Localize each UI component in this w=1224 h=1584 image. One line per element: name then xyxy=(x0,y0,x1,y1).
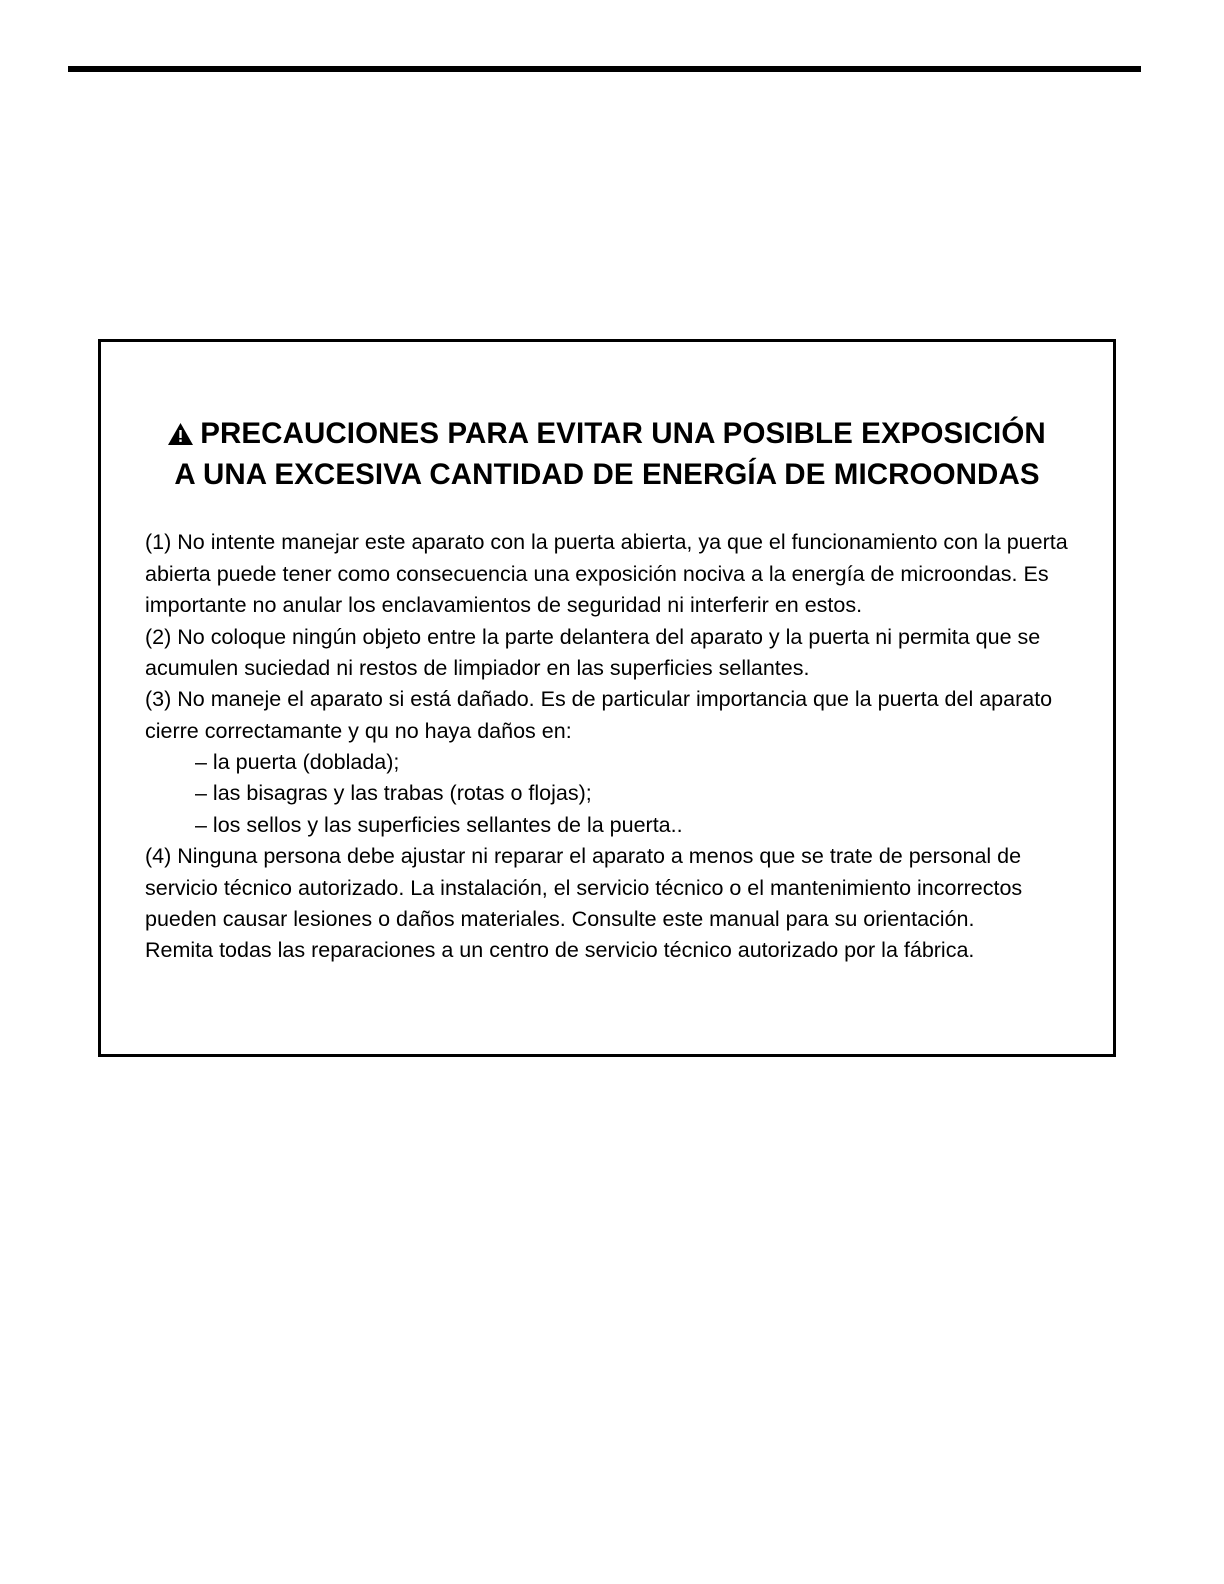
warning-heading-text-1: PRECAUCIONES PARA EVITAR UNA POSIBLE EXPOSICIÓN xyxy=(200,417,1046,450)
warning-triangle-icon xyxy=(168,416,193,455)
warning-box xyxy=(98,339,1116,1057)
warning-box-content xyxy=(101,342,1113,967)
warning-body xyxy=(145,527,1069,966)
warning-bullet-1: – la puerta (doblada); xyxy=(195,750,400,775)
warning-paragraph-2: (2) No coloque ningún objeto entre la parte delantera del aparato y la puerta ni permita que se acumulen suciedad ni restos de limpiador en las superficies sellantes. xyxy=(145,624,1041,680)
warning-paragraph-3: (3) No maneje el aparato si está dañado. Es de particular importancia que la puerta del aparato cierre correctamante y qu no haya daños en: xyxy=(145,687,1053,743)
warning-bullet-3: – los sellos y las superficies sellantes de la puerta.. xyxy=(195,812,683,837)
header-rule xyxy=(68,66,1141,72)
warning-heading-line-2: A UNA EXCESIVA CANTIDAD DE ENERGÍA DE MICROONDAS xyxy=(174,458,1040,492)
warning-heading-line-1 xyxy=(145,414,1069,455)
warning-heading xyxy=(145,414,1069,494)
warning-bullet-2: – las bisagras y las trabas (rotas o flojas); xyxy=(195,781,592,806)
warning-paragraph-5: Remita todas las reparaciones a un centro de servicio técnico autorizado por la fábrica. xyxy=(145,938,975,963)
warning-paragraph-1: (1) No intente manejar este aparato con la puerta abierta, ya que el funcionamiento con la puerta abierta puede tener como consecuencia una exposición nociva a la energía de microondas. Es importante no anular los enclavamientos de seguridad ni interferir en estos. xyxy=(145,530,1068,618)
warning-paragraph-4: (4) Ninguna persona debe ajustar ni reparar el aparato a menos que se trate de personal de servicio técnico autorizado. La instalación, el servicio técnico o el mantenimiento incorrectos pueden causar lesiones o daños materiales. Consulte este manual para su orientación. xyxy=(145,844,1023,931)
